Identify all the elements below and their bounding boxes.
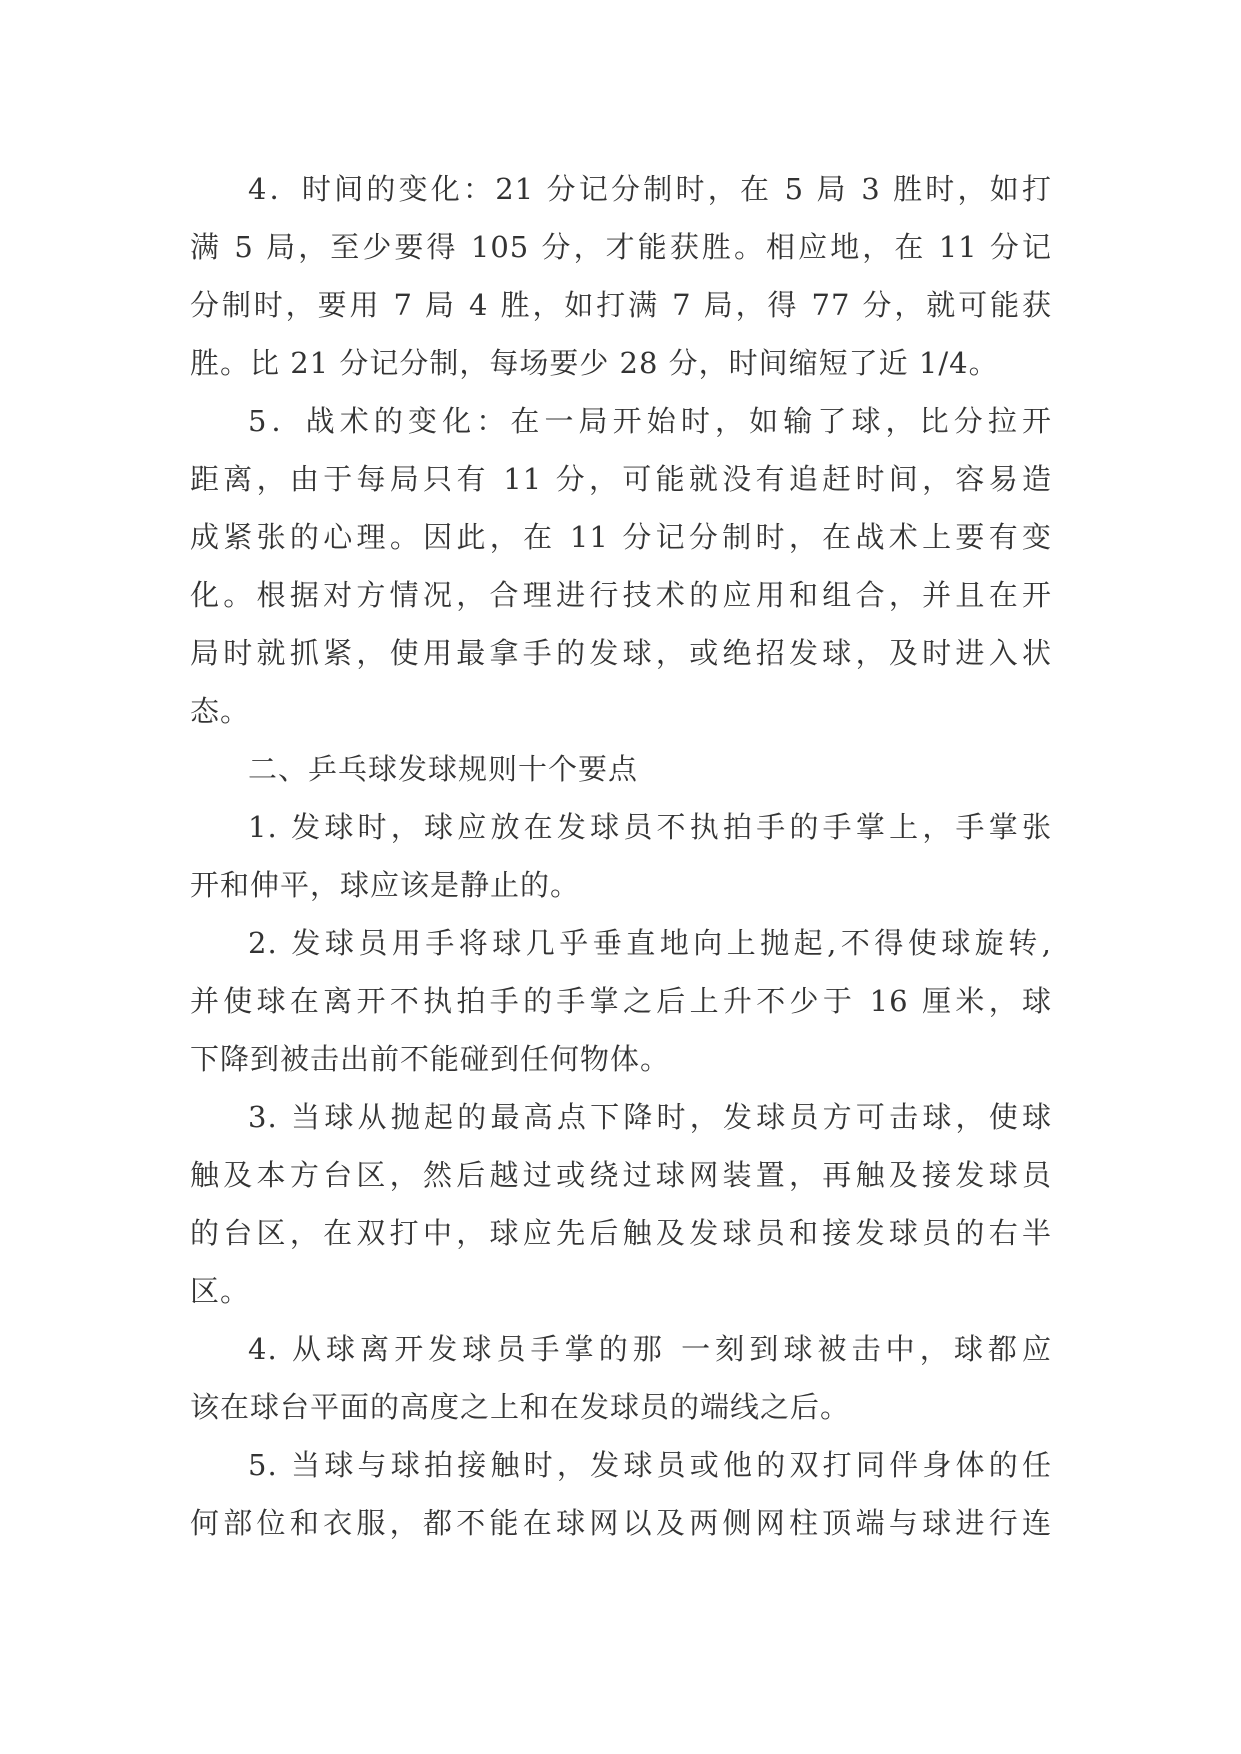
- text-line: 胜。比 21 分记分制，每场要少 28 分，时间缩短了近 1/4。: [190, 346, 999, 380]
- text-line: 局时就抓紧，使用最拿手的发球，或绝招发球，及时进入状: [190, 636, 1052, 670]
- text-line: 距离，由于每局只有 11 分，可能就没有追赶时间，容易造: [190, 462, 1052, 496]
- text-line: 并使球在离开不执拍手的手掌之后上升不少于 16 厘米，球: [190, 984, 1052, 1018]
- text-line: 该在球台平面的高度之上和在发球员的端线之后。: [190, 1390, 851, 1424]
- rule-item-3: [190, 1088, 1052, 1320]
- text-line: 分制时，要用 7 局 4 胜，如打满 7 局，得 77 分，就可能获: [190, 288, 1052, 322]
- text-line: 开和伸平，球应该是静止的。: [190, 868, 581, 902]
- text-line: 1. 发球时，球应放在发球员不执拍手的手掌上，手掌张: [248, 810, 1052, 844]
- rule-item-4: [190, 1320, 1052, 1436]
- document-page: [190, 160, 1052, 1552]
- text-line: 二、乒乓球发球规则十个要点: [248, 752, 639, 786]
- text-line: 满 5 局，至少要得 105 分，才能获胜。相应地，在 11 分记: [190, 230, 1052, 264]
- text-line: 4. 从球离开发球员手掌的那 一刻到球被击中，球都应: [248, 1332, 1052, 1366]
- text-line: 化。根据对方情况，合理进行技术的应用和组合，并且在开: [190, 578, 1052, 612]
- text-line: 何部位和衣服，都不能在球网以及两侧网柱顶端与球进行连: [190, 1506, 1052, 1540]
- rule-item-1: [190, 798, 1052, 914]
- text-line: 态。: [190, 694, 251, 728]
- rule-item-5: [190, 1436, 1052, 1552]
- text-line: 5. 当球与球拍接触时，发球员或他的双打同伴身体的任: [248, 1448, 1052, 1482]
- text-line: 成紧张的心理。因此，在 11 分记分制时，在战术上要有变: [190, 520, 1052, 554]
- text-line: 5．战术的变化：在一局开始时，如输了球，比分拉开: [248, 404, 1052, 438]
- paragraph-tactics-change: [190, 392, 1052, 740]
- text-line: 区。: [190, 1274, 251, 1308]
- paragraph-time-change: [190, 160, 1052, 392]
- text-line: 下降到被击出前不能碰到任何物体。: [190, 1042, 671, 1076]
- text-line: 4．时间的变化：21 分记分制时，在 5 局 3 胜时，如打: [248, 172, 1052, 206]
- text-line: 2. 发球员用手将球几乎垂直地向上抛起,不得使球旋转,: [248, 926, 1052, 960]
- text-line: 3. 当球从抛起的最高点下降时，发球员方可击球，使球: [248, 1100, 1052, 1134]
- text-line: 触及本方台区，然后越过或绕过球网装置，再触及接发球员: [190, 1158, 1052, 1192]
- rule-item-2: [190, 914, 1052, 1088]
- section-heading: [190, 740, 1052, 798]
- text-line: 的台区，在双打中，球应先后触及发球员和接发球员的右半: [190, 1216, 1052, 1250]
